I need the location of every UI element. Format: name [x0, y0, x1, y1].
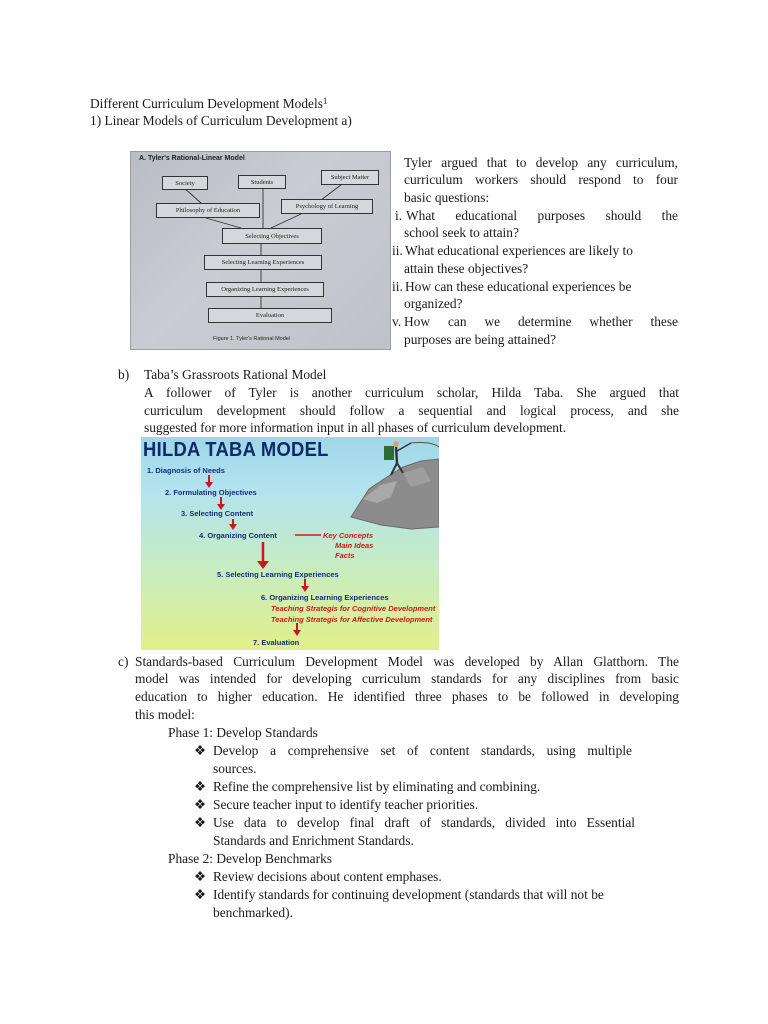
- standards-para-line-3: education to higher education. He identified three phases to be followed in developing: [135, 689, 679, 704]
- taba-experience-note-2: Teaching Strategis for Affective Development: [271, 615, 433, 624]
- taba-para-line-2: curriculum development should follow a sequential and logical process, and she: [144, 403, 679, 418]
- tyler-question-1-line-2: school seek to attain?: [404, 225, 519, 240]
- taba-model-figure: [141, 437, 439, 650]
- phase-2-bullet-2-line-2: benchmarked).: [213, 905, 293, 920]
- phase-2-bullet-2-line-1: Identify standards for continuing development (standards that will not be: [213, 887, 604, 902]
- section-heading-linear-models: 1) Linear Models of Curriculum Development a): [90, 113, 352, 128]
- taba-step-3: 3. Selecting Content: [181, 509, 254, 518]
- standards-para-line-1: Standards-based Curriculum Development Model was developed by Allan Glatthorn. The: [135, 654, 679, 669]
- tyler-box-philosophy: Philosophy of Education: [156, 203, 260, 218]
- tyler-question-4-line-1: How can we determine whether these: [404, 314, 678, 329]
- tyler-model-figure: [130, 151, 391, 350]
- taba-para-line-1: A follower of Tyler is another curriculum scholar, Hilda Taba. She argued that: [144, 385, 679, 400]
- tyler-box-selecting-objectives: Selecting Objectives: [222, 228, 322, 244]
- taba-step-1: 1. Diagnosis of Needs: [147, 466, 225, 475]
- tyler-intro-line-1: Tyler argued that to develop any curriculum,: [404, 155, 678, 170]
- phase-1-bullet-4-line-1: Use data to develop final draft of standards, divided into Essential: [213, 815, 635, 830]
- phase-1-bullet-3: Secure teacher input to identify teacher priorities.: [213, 797, 479, 812]
- phase-1-bullet-4-line-2: Standards and Enrichment Standards.: [213, 833, 414, 848]
- tyler-question-marker-3: ii.: [392, 279, 403, 294]
- phase-1-title: Phase 1: Develop Standards: [168, 725, 318, 740]
- taba-content-note-2: Main Ideas: [335, 541, 374, 550]
- tyler-box-students: Students: [238, 175, 286, 189]
- phase-2-bullet-1: Review decisions about content emphases.: [213, 869, 442, 884]
- taba-figure-title: HILDA TABA MODEL: [143, 439, 329, 461]
- taba-step-5: 5. Selecting Learning Experiences: [217, 570, 339, 579]
- taba-step-4: 4. Organizing Content: [199, 531, 277, 540]
- tyler-box-evaluation: Evaluation: [208, 308, 332, 323]
- tyler-question-marker-4: v.: [392, 314, 402, 329]
- phase-2-title: Phase 2: Develop Benchmarks: [168, 851, 332, 866]
- standards-label: c): [118, 654, 129, 669]
- tyler-box-subject-matter: Subject Matter: [321, 170, 379, 185]
- bullet-icon: ❖: [194, 743, 207, 758]
- tyler-question-4-line-2: purposes are being attained?: [404, 332, 557, 347]
- tyler-question-3-line-1: How can these educational experiences be: [405, 279, 632, 294]
- phase-1-bullet-1-line-2: sources.: [213, 761, 257, 776]
- tyler-figure-caption: Figure 1. Tyler's Rational Model: [213, 336, 291, 342]
- bullet-icon: ❖: [194, 869, 207, 884]
- taba-experience-note-1: Teaching Strategis for Cognitive Development: [271, 604, 436, 613]
- tyler-box-selecting-experiences: Selecting Learning Experiences: [204, 255, 322, 270]
- taba-content-note-1: Key Concepts: [323, 531, 374, 540]
- climber-backpack: [384, 446, 394, 460]
- tyler-question-2-line-2: attain these objectives?: [404, 261, 529, 276]
- tyler-question-1-line-1: What educational purposes should the: [406, 208, 678, 223]
- taba-step-6: 6. Organizing Learning Experiences: [261, 593, 389, 602]
- taba-content-note-3: Facts: [335, 551, 355, 560]
- tyler-question-3-line-2: organized?: [404, 296, 463, 311]
- taba-para-line-3: suggested for more information input in all phases of curriculum development.: [144, 420, 567, 435]
- footnote-mark: 1: [322, 96, 328, 106]
- bullet-icon: ❖: [194, 887, 207, 902]
- taba-label: b): [118, 367, 130, 382]
- tyler-box-organizing-experiences: Organizing Learning Experiences: [206, 282, 324, 297]
- tyler-question-marker-1: i.: [395, 208, 403, 223]
- bullet-icon: ❖: [194, 779, 207, 794]
- tyler-question-marker-2: ii.: [392, 243, 403, 258]
- bullet-icon: ❖: [194, 797, 207, 812]
- tyler-box-society: Society: [162, 176, 208, 190]
- taba-step-7: 7. Evaluation: [253, 638, 300, 647]
- standards-para-line-4: this model:: [135, 707, 195, 722]
- tyler-figure-title: A. Tyler's Rational-Linear Model: [139, 155, 245, 162]
- standards-para-line-2: model was intended for developing curriculum standards for any disciplines from basic: [135, 671, 679, 686]
- bullet-icon: ❖: [194, 815, 207, 830]
- taba-heading: Taba’s Grassroots Rational Model: [144, 367, 327, 382]
- tyler-box-psychology: Psychology of Learning: [281, 199, 373, 214]
- tyler-intro-line-3: basic questions:: [404, 190, 490, 205]
- tyler-intro-line-2: curriculum workers should respond to four: [404, 172, 678, 187]
- phase-1-bullet-1-line-1: Develop a comprehensive set of content standards, using multiple: [213, 743, 632, 758]
- taba-step-2: 2. Formulating Objectives: [165, 488, 257, 497]
- phase-1-bullet-2: Refine the comprehensive list by eliminating and combining.: [213, 779, 541, 794]
- tyler-question-2-line-1: What educational experiences are likely to: [405, 243, 633, 258]
- document-title: Different Curriculum Development Models$^1$: [90, 96, 328, 111]
